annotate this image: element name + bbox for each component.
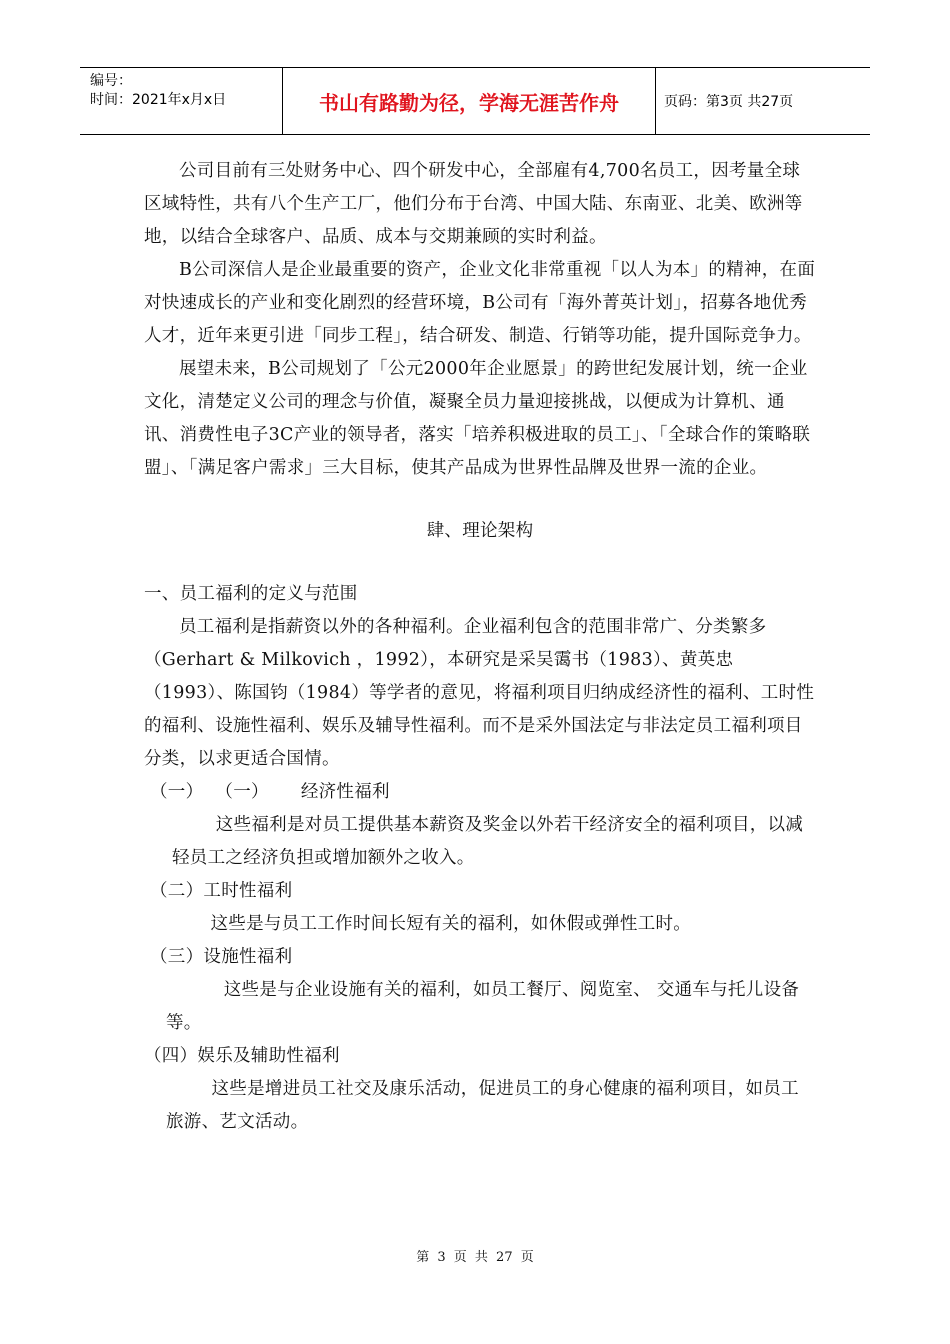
- section-title: 肆、理论架构: [426, 521, 534, 541]
- header-page-number: 页码：第3页 共27页: [664, 94, 794, 110]
- list-item-number: （一）: [150, 782, 204, 802]
- list-item-title: 经济性福利: [300, 782, 390, 802]
- document-number-label: 编号：: [90, 73, 132, 89]
- list-item-number: （一）: [215, 782, 269, 802]
- list-item-text: 这些是与企业设施有关的福利，如员工餐厅、阅览室、 交通车与托儿设备等。: [166, 980, 800, 1033]
- list-item-text: 这些福利是对员工提供基本薪资及奖金以外若干经济安全的福利项目，以减轻员工之经济负担或增加额外之收入。: [172, 815, 804, 868]
- list-item-text: 这些是增进员工社交及康乐活动，促进员工的身心健康的福利项目，如员工旅游、艺文活动。: [166, 1079, 799, 1132]
- list-item-heading: [150, 776, 816, 809]
- paragraph-company-vision: 展望未来，B公司规划了「公元2000年企业愿景」的跨世纪发展计划，统一企业文化，清楚定义公司的理念与价值，凝聚全员力量迎接挑战，以便成为计算机、通讯、消费性电子3C产业的领导者，落实「培养积极进取的员工」、「全球合作的策略联盟」、「满足客户需求」三大目标，使其产品成为世界性品牌及世界一流的企业。: [144, 359, 811, 478]
- spacer: [144, 548, 816, 578]
- document-date-label: 时间：2021年x月x日: [90, 92, 227, 108]
- page-header: [80, 67, 870, 135]
- spacer: [144, 485, 816, 515]
- document-body: [144, 155, 816, 1139]
- list-item-heading: （四）娱乐及辅助性福利: [144, 1046, 340, 1066]
- subsection-heading: 一、员工福利的定义与范围: [144, 584, 358, 604]
- paragraph-company-overview: 公司目前有三处财务中心、四个研发中心，全部雇有4,700名员工，因考量全球区域特性，共有八个生产工厂，他们分布于台湾、中国大陆、东南亚、北美、欧洲等地，以结合全球客户、品质、成本与交期兼顾的实时利益。: [144, 161, 803, 247]
- list-item-heading: （二）工时性福利: [150, 881, 293, 901]
- list-item-heading: （三）设施性福利: [150, 947, 293, 967]
- paragraph-welfare-definition: 员工福利是指薪资以外的各种福利。企业福利包含的范围非常广、分类繁多（Gerhart & Milkovich ，1992），本研究是采吴霭书（1983）、黄英忠（1993）、陈国钧（1984）等学者的意见，将福利项目归纳成经济性的福利、工时性的福利、设施性福利、娱乐及辅导性福利。而不是采外国法定与非法定员工福利项目分类，以求更适合国情。: [144, 617, 815, 769]
- header-meta: [80, 68, 282, 134]
- list-item-text: 这些是与员工工作时间长短有关的福利，如休假或弹性工时。: [210, 914, 692, 934]
- header-motto: 书山有路勤为径，学海无涯苦作舟: [282, 68, 656, 134]
- page-footer: 第 3 页 共 27 页: [416, 1250, 534, 1265]
- paragraph-company-culture: B公司深信人是企业最重要的资产，企业文化非常重视「以人为本」的精神，在面对快速成长的产业和变化剧烈的经营环境，B公司有「海外菁英计划」，招募各地优秀人才，近年来更引进「同步工程」，结合研发、制造、行销等功能，提升国际竞争力。: [144, 260, 816, 346]
